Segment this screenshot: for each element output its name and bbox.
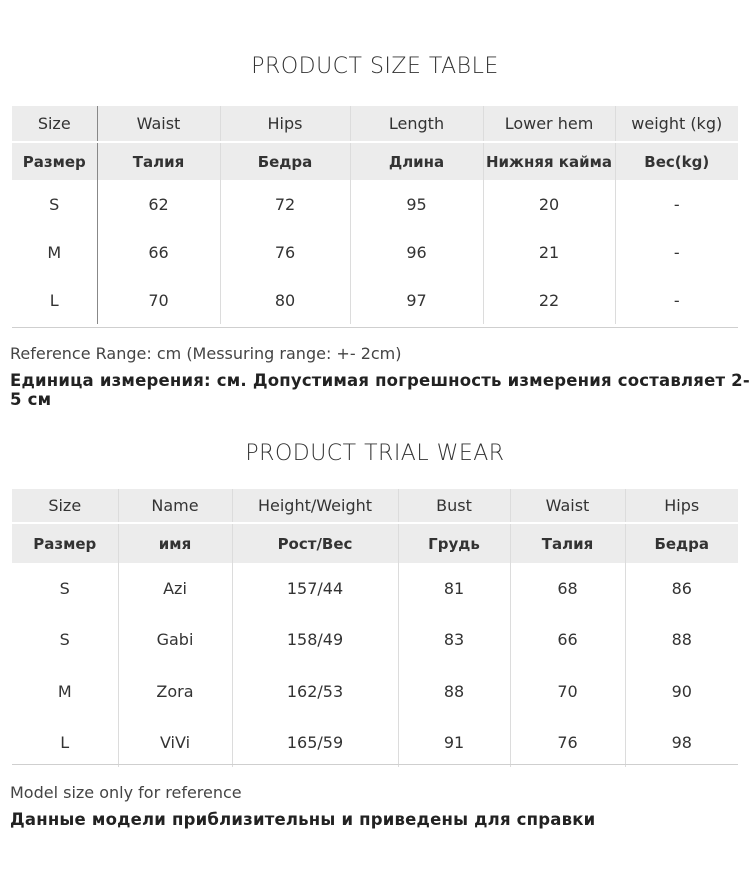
size-cell: S <box>12 613 118 665</box>
table-cell: 76 <box>220 228 350 276</box>
table-cell: 72 <box>220 180 350 228</box>
table-cell: 70 <box>510 665 625 717</box>
table-cell: 22 <box>483 276 615 324</box>
table-row <box>12 665 738 717</box>
header-cell: Length <box>350 106 483 142</box>
trial-wear-table <box>12 489 738 767</box>
name-cell: Zora <box>118 665 232 717</box>
header-cell: Waist <box>510 489 625 523</box>
table-row <box>12 276 738 324</box>
trial-wear-title: PRODUCT TRIAL WEAR <box>245 441 505 466</box>
trial-table-bottom-rule <box>12 764 738 765</box>
header-cell: Name <box>118 489 232 523</box>
size-table-header-en <box>12 106 738 142</box>
table-row <box>12 180 738 228</box>
header-cell: Size <box>12 489 118 523</box>
table-cell: - <box>673 242 680 262</box>
table-cell: 157/44 <box>232 563 398 613</box>
table-cell: 70 <box>97 276 220 324</box>
name-cell: ViVi <box>118 717 232 767</box>
table-cell: 162/53 <box>232 665 398 717</box>
header-cell: Size <box>12 106 97 142</box>
header-cell: Bust <box>398 489 510 523</box>
trial-table-header-en <box>12 489 738 523</box>
header-cell: Lower hem <box>483 106 615 142</box>
size-table-header-ru <box>12 142 738 180</box>
table-cell: 80 <box>220 276 350 324</box>
table-cell: 66 <box>510 613 625 665</box>
header-cell: Hips <box>220 106 350 142</box>
table-cell: - <box>673 194 680 214</box>
table-cell: 21 <box>483 228 615 276</box>
header-cell: Waist <box>97 106 220 142</box>
table-cell: 165/59 <box>232 717 398 767</box>
trial-note-en: Model size only for reference <box>10 783 242 802</box>
table-cell: - <box>673 290 680 310</box>
table-cell: 88 <box>398 665 510 717</box>
table-cell: 90 <box>671 681 692 701</box>
table-cell: 98 <box>671 732 692 752</box>
header-cell: Бедра <box>625 523 738 563</box>
size-note-en: Reference Range: cm (Messuring range: +- 2cm) <box>10 344 402 363</box>
size-cell: M <box>12 665 118 717</box>
table-row <box>12 563 738 613</box>
header-cell: Бедра <box>220 142 350 180</box>
size-cell: L <box>12 276 97 324</box>
table-cell: 86 <box>671 578 692 598</box>
name-cell: Azi <box>118 563 232 613</box>
table-cell: 20 <box>483 180 615 228</box>
size-cell: S <box>12 180 97 228</box>
table-cell: 83 <box>398 613 510 665</box>
table-row <box>12 717 738 767</box>
header-cell: Рост/Вес <box>232 523 398 563</box>
header-cell: Нижняя кайма <box>483 142 615 180</box>
table-cell: 88 <box>671 629 692 649</box>
table-cell: 68 <box>510 563 625 613</box>
size-cell: S <box>12 563 118 613</box>
size-cell: M <box>12 228 97 276</box>
table-cell: 91 <box>398 717 510 767</box>
table-cell: 95 <box>350 180 483 228</box>
header-cell: Грудь <box>398 523 510 563</box>
table-cell: 66 <box>97 228 220 276</box>
header-cell: Размер <box>12 523 118 563</box>
table-cell: 76 <box>510 717 625 767</box>
header-cell: Height/Weight <box>232 489 398 523</box>
header-cell: Вес(kg) <box>615 142 738 180</box>
header-cell: Талия <box>510 523 625 563</box>
size-table <box>12 106 738 324</box>
table-cell: 81 <box>398 563 510 613</box>
table-row <box>12 613 738 665</box>
size-note-ru: Единица измерения: см. Допустимая погрешность измерения составляет 2-5 см <box>10 371 750 409</box>
header-cell: weight (kg) <box>615 106 738 142</box>
trial-note-ru: Данные модели приблизительны и приведены для справки <box>10 810 596 829</box>
header-cell: Длина <box>350 142 483 180</box>
name-cell: Gabi <box>118 613 232 665</box>
table-cell: 96 <box>350 228 483 276</box>
size-table-bottom-rule <box>12 327 738 328</box>
size-cell: L <box>12 717 118 767</box>
table-cell: 158/49 <box>232 613 398 665</box>
trial-table-header-ru <box>12 523 738 563</box>
size-table-title: PRODUCT SIZE TABLE <box>251 54 499 79</box>
header-cell: Размер <box>12 142 97 180</box>
header-cell: Hips <box>625 489 738 523</box>
table-cell: 97 <box>350 276 483 324</box>
table-cell: 62 <box>97 180 220 228</box>
header-cell: имя <box>118 523 232 563</box>
table-row <box>12 228 738 276</box>
header-cell: Талия <box>97 142 220 180</box>
